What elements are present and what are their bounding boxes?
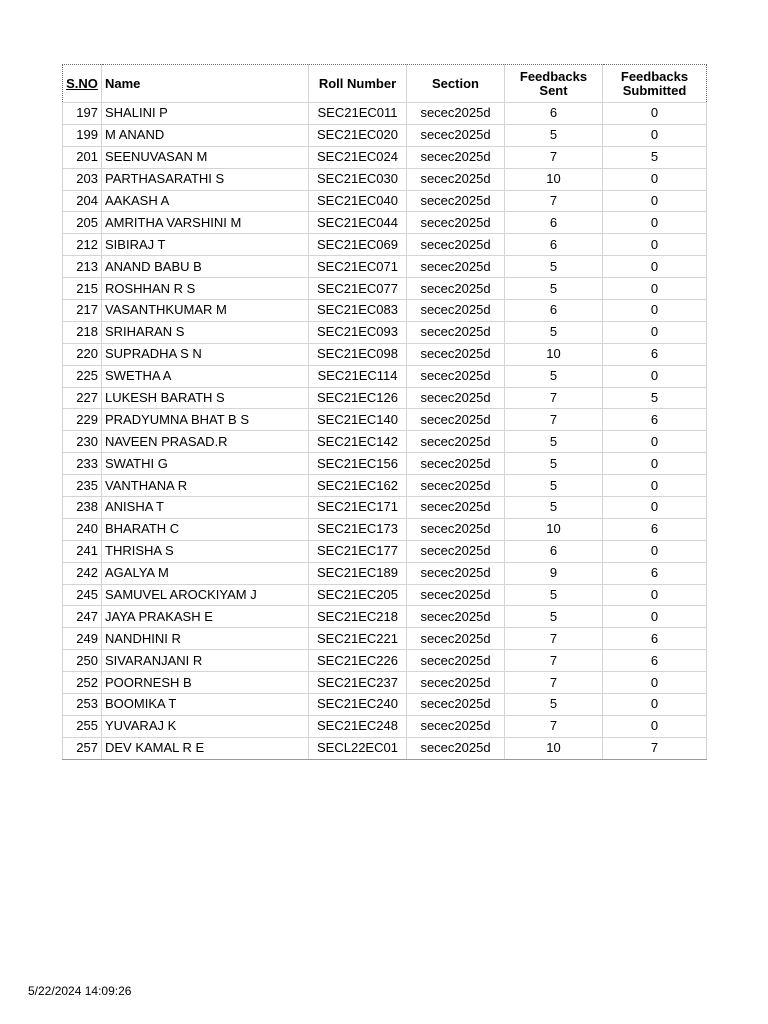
table-row — [63, 606, 707, 628]
cell-section: secec2025d — [407, 387, 505, 409]
cell-section: secec2025d — [407, 540, 505, 562]
cell-roll-number: SEC21EC226 — [309, 650, 407, 672]
cell-sno: 220 — [63, 343, 102, 365]
cell-roll-number: SEC21EC126 — [309, 387, 407, 409]
cell-name: NANDHINI R — [102, 628, 309, 650]
cell-section: secec2025d — [407, 212, 505, 234]
cell-roll-number: SEC21EC189 — [309, 562, 407, 584]
cell-roll-number: SEC21EC077 — [309, 278, 407, 300]
cell-name: SHALINI P — [102, 103, 309, 125]
cell-sno: 229 — [63, 409, 102, 431]
cell-roll-number: SEC21EC218 — [309, 606, 407, 628]
cell-section: secec2025d — [407, 300, 505, 322]
cell-section: secec2025d — [407, 278, 505, 300]
table-row — [63, 584, 707, 606]
cell-feedbacks-sent: 5 — [505, 497, 603, 519]
cell-name: SAMUVEL AROCKIYAM J — [102, 584, 309, 606]
table-row — [63, 715, 707, 737]
table-row — [63, 190, 707, 212]
cell-section: secec2025d — [407, 190, 505, 212]
cell-feedbacks-submitted: 7 — [603, 737, 707, 759]
cell-section: secec2025d — [407, 518, 505, 540]
cell-section: secec2025d — [407, 168, 505, 190]
cell-section: secec2025d — [407, 146, 505, 168]
cell-feedbacks-submitted: 0 — [603, 584, 707, 606]
table-row — [63, 256, 707, 278]
cell-feedbacks-submitted: 0 — [603, 300, 707, 322]
cell-name: ROSHHAN R S — [102, 278, 309, 300]
cell-sno: 230 — [63, 431, 102, 453]
cell-section: secec2025d — [407, 256, 505, 278]
cell-sno: 245 — [63, 584, 102, 606]
table-row — [63, 694, 707, 716]
cell-sno: 205 — [63, 212, 102, 234]
cell-section: secec2025d — [407, 672, 505, 694]
cell-feedbacks-sent: 7 — [505, 190, 603, 212]
header-feedbacks-sent — [505, 65, 603, 103]
cell-section: secec2025d — [407, 103, 505, 125]
cell-roll-number: SEC21EC011 — [309, 103, 407, 125]
cell-roll-number: SEC21EC142 — [309, 431, 407, 453]
cell-name: NAVEEN PRASAD.R — [102, 431, 309, 453]
table-row — [63, 146, 707, 168]
cell-feedbacks-submitted: 0 — [603, 694, 707, 716]
cell-feedbacks-sent: 10 — [505, 343, 603, 365]
cell-feedbacks-sent: 5 — [505, 256, 603, 278]
table-row — [63, 453, 707, 475]
cell-name: SWETHA A — [102, 365, 309, 387]
cell-feedbacks-sent: 6 — [505, 540, 603, 562]
cell-roll-number: SEC21EC237 — [309, 672, 407, 694]
cell-feedbacks-submitted: 0 — [603, 672, 707, 694]
cell-feedbacks-sent: 10 — [505, 518, 603, 540]
table-row — [63, 234, 707, 256]
cell-feedbacks-sent: 10 — [505, 737, 603, 759]
cell-roll-number: SEC21EC044 — [309, 212, 407, 234]
cell-section: secec2025d — [407, 124, 505, 146]
cell-name: SUPRADHA S N — [102, 343, 309, 365]
cell-feedbacks-submitted: 0 — [603, 234, 707, 256]
cell-roll-number: SEC21EC248 — [309, 715, 407, 737]
cell-sno: 252 — [63, 672, 102, 694]
cell-feedbacks-submitted: 0 — [603, 497, 707, 519]
table-row — [63, 321, 707, 343]
cell-feedbacks-sent: 10 — [505, 168, 603, 190]
cell-roll-number: SEC21EC162 — [309, 475, 407, 497]
cell-feedbacks-submitted: 0 — [603, 715, 707, 737]
cell-section: secec2025d — [407, 409, 505, 431]
cell-feedbacks-sent: 7 — [505, 672, 603, 694]
cell-sno: 213 — [63, 256, 102, 278]
cell-feedbacks-submitted: 0 — [603, 365, 707, 387]
cell-feedbacks-sent: 5 — [505, 278, 603, 300]
header-name: Name — [102, 65, 309, 103]
cell-feedbacks-sent: 5 — [505, 694, 603, 716]
cell-name: PRADYUMNA BHAT B S — [102, 409, 309, 431]
cell-section: secec2025d — [407, 234, 505, 256]
table-row — [63, 562, 707, 584]
cell-feedbacks-sent: 6 — [505, 103, 603, 125]
cell-name: SWATHI G — [102, 453, 309, 475]
cell-name: ANISHA T — [102, 497, 309, 519]
cell-roll-number: SEC21EC020 — [309, 124, 407, 146]
cell-feedbacks-submitted: 0 — [603, 190, 707, 212]
cell-sno: 240 — [63, 518, 102, 540]
table-row — [63, 124, 707, 146]
cell-roll-number: SEC21EC083 — [309, 300, 407, 322]
header-roll-number: Roll Number — [309, 65, 407, 103]
cell-roll-number: SEC21EC240 — [309, 694, 407, 716]
cell-feedbacks-sent: 7 — [505, 387, 603, 409]
table-row — [63, 672, 707, 694]
cell-sno: 203 — [63, 168, 102, 190]
cell-feedbacks-submitted: 0 — [603, 606, 707, 628]
cell-roll-number: SEC21EC156 — [309, 453, 407, 475]
table-row — [63, 365, 707, 387]
cell-section: secec2025d — [407, 475, 505, 497]
cell-sno: 199 — [63, 124, 102, 146]
cell-feedbacks-submitted: 0 — [603, 212, 707, 234]
cell-section: secec2025d — [407, 737, 505, 759]
table-row — [63, 343, 707, 365]
cell-section: secec2025d — [407, 650, 505, 672]
cell-feedbacks-sent: 5 — [505, 431, 603, 453]
cell-name: POORNESH B — [102, 672, 309, 694]
cell-feedbacks-submitted: 5 — [603, 387, 707, 409]
cell-section: secec2025d — [407, 365, 505, 387]
cell-section: secec2025d — [407, 321, 505, 343]
cell-sno: 257 — [63, 737, 102, 759]
cell-sno: 255 — [63, 715, 102, 737]
table-row — [63, 409, 707, 431]
cell-name: THRISHA S — [102, 540, 309, 562]
cell-sno: 227 — [63, 387, 102, 409]
cell-sno: 235 — [63, 475, 102, 497]
cell-roll-number: SEC21EC205 — [309, 584, 407, 606]
cell-roll-number: SEC21EC173 — [309, 518, 407, 540]
cell-roll-number: SEC21EC098 — [309, 343, 407, 365]
cell-name: AAKASH A — [102, 190, 309, 212]
cell-name: JAYA PRAKASH E — [102, 606, 309, 628]
cell-name: LUKESH BARATH S — [102, 387, 309, 409]
cell-feedbacks-sent: 6 — [505, 212, 603, 234]
cell-roll-number: SEC21EC024 — [309, 146, 407, 168]
cell-feedbacks-submitted: 0 — [603, 256, 707, 278]
table-row — [63, 540, 707, 562]
cell-name: AGALYA M — [102, 562, 309, 584]
cell-sno: 238 — [63, 497, 102, 519]
cell-name: SIVARANJANI R — [102, 650, 309, 672]
cell-feedbacks-sent: 6 — [505, 300, 603, 322]
table-row — [63, 103, 707, 125]
cell-feedbacks-submitted: 6 — [603, 409, 707, 431]
cell-feedbacks-sent: 7 — [505, 650, 603, 672]
cell-feedbacks-sent: 7 — [505, 715, 603, 737]
cell-name: BHARATH C — [102, 518, 309, 540]
cell-roll-number: SEC21EC040 — [309, 190, 407, 212]
cell-roll-number: SEC21EC171 — [309, 497, 407, 519]
header-sno: S.NO — [63, 65, 102, 103]
cell-roll-number: SECL22EC01 — [309, 737, 407, 759]
cell-sno: 233 — [63, 453, 102, 475]
cell-roll-number: SEC21EC030 — [309, 168, 407, 190]
table-row — [63, 650, 707, 672]
cell-feedbacks-submitted: 6 — [603, 562, 707, 584]
cell-roll-number: SEC21EC071 — [309, 256, 407, 278]
cell-feedbacks-submitted: 0 — [603, 278, 707, 300]
cell-feedbacks-sent: 5 — [505, 584, 603, 606]
header-feedbacks-sent-line2: Sent — [539, 82, 568, 98]
header-feedbacks-submitted — [603, 65, 707, 103]
cell-roll-number: SEC21EC093 — [309, 321, 407, 343]
cell-sno: 250 — [63, 650, 102, 672]
print-timestamp: 5/22/2024 14:09:26 — [28, 984, 132, 998]
table-body — [63, 103, 707, 760]
cell-section: secec2025d — [407, 497, 505, 519]
header-feedbacks-submitted-line2: Submitted — [622, 82, 687, 98]
cell-section: secec2025d — [407, 606, 505, 628]
header-section: Section — [407, 65, 505, 103]
cell-name: SRIHARAN S — [102, 321, 309, 343]
cell-section: secec2025d — [407, 694, 505, 716]
cell-roll-number: SEC21EC177 — [309, 540, 407, 562]
table-row — [63, 212, 707, 234]
cell-name: DEV KAMAL R E — [102, 737, 309, 759]
cell-feedbacks-sent: 5 — [505, 321, 603, 343]
cell-feedbacks-sent: 5 — [505, 124, 603, 146]
cell-feedbacks-sent: 7 — [505, 628, 603, 650]
table-row — [63, 628, 707, 650]
cell-name: VANTHANA R — [102, 475, 309, 497]
cell-sno: 212 — [63, 234, 102, 256]
table-row — [63, 387, 707, 409]
table-row — [63, 737, 707, 759]
cell-sno: 253 — [63, 694, 102, 716]
cell-roll-number: SEC21EC221 — [309, 628, 407, 650]
table-row — [63, 278, 707, 300]
cell-name: SIBIRAJ T — [102, 234, 309, 256]
cell-feedbacks-submitted: 0 — [603, 124, 707, 146]
cell-sno: 197 — [63, 103, 102, 125]
cell-feedbacks-submitted: 5 — [603, 146, 707, 168]
header-feedbacks-sent-line1: Feedbacks — [519, 68, 588, 84]
table-header-row — [63, 65, 707, 103]
cell-section: secec2025d — [407, 628, 505, 650]
cell-section: secec2025d — [407, 562, 505, 584]
cell-section: secec2025d — [407, 715, 505, 737]
cell-feedbacks-submitted: 6 — [603, 343, 707, 365]
cell-sno: 249 — [63, 628, 102, 650]
cell-feedbacks-submitted: 0 — [603, 453, 707, 475]
cell-roll-number: SEC21EC069 — [309, 234, 407, 256]
table-row — [63, 300, 707, 322]
cell-section: secec2025d — [407, 343, 505, 365]
cell-name: SEENUVASAN M — [102, 146, 309, 168]
cell-sno: 201 — [63, 146, 102, 168]
cell-section: secec2025d — [407, 584, 505, 606]
cell-feedbacks-submitted: 6 — [603, 650, 707, 672]
cell-feedbacks-sent: 5 — [505, 606, 603, 628]
cell-feedbacks-sent: 5 — [505, 365, 603, 387]
table-row — [63, 518, 707, 540]
cell-feedbacks-sent: 9 — [505, 562, 603, 584]
cell-sno: 217 — [63, 300, 102, 322]
cell-feedbacks-submitted: 0 — [603, 431, 707, 453]
cell-feedbacks-submitted: 6 — [603, 628, 707, 650]
feedback-table — [62, 64, 707, 760]
table-row — [63, 431, 707, 453]
cell-feedbacks-submitted: 0 — [603, 168, 707, 190]
cell-feedbacks-sent: 5 — [505, 475, 603, 497]
cell-name: BOOMIKA T — [102, 694, 309, 716]
table-row — [63, 168, 707, 190]
cell-name: ANAND BABU B — [102, 256, 309, 278]
cell-roll-number: SEC21EC140 — [309, 409, 407, 431]
cell-sno: 242 — [63, 562, 102, 584]
cell-name: VASANTHKUMAR M — [102, 300, 309, 322]
table-row — [63, 497, 707, 519]
cell-feedbacks-submitted: 0 — [603, 475, 707, 497]
cell-section: secec2025d — [407, 453, 505, 475]
cell-section: secec2025d — [407, 431, 505, 453]
table-row — [63, 475, 707, 497]
cell-name: PARTHASARATHI S — [102, 168, 309, 190]
cell-feedbacks-sent: 5 — [505, 453, 603, 475]
cell-feedbacks-submitted: 0 — [603, 103, 707, 125]
cell-name: M ANAND — [102, 124, 309, 146]
cell-name: YUVARAJ K — [102, 715, 309, 737]
cell-feedbacks-submitted: 0 — [603, 540, 707, 562]
cell-sno: 241 — [63, 540, 102, 562]
cell-sno: 247 — [63, 606, 102, 628]
cell-feedbacks-submitted: 6 — [603, 518, 707, 540]
cell-feedbacks-sent: 7 — [505, 409, 603, 431]
cell-sno: 225 — [63, 365, 102, 387]
cell-sno: 204 — [63, 190, 102, 212]
cell-sno: 218 — [63, 321, 102, 343]
cell-roll-number: SEC21EC114 — [309, 365, 407, 387]
header-feedbacks-submitted-line1: Feedbacks — [620, 68, 689, 84]
cell-sno: 215 — [63, 278, 102, 300]
cell-feedbacks-sent: 6 — [505, 234, 603, 256]
cell-feedbacks-sent: 7 — [505, 146, 603, 168]
cell-name: AMRITHA VARSHINI M — [102, 212, 309, 234]
cell-feedbacks-submitted: 0 — [603, 321, 707, 343]
